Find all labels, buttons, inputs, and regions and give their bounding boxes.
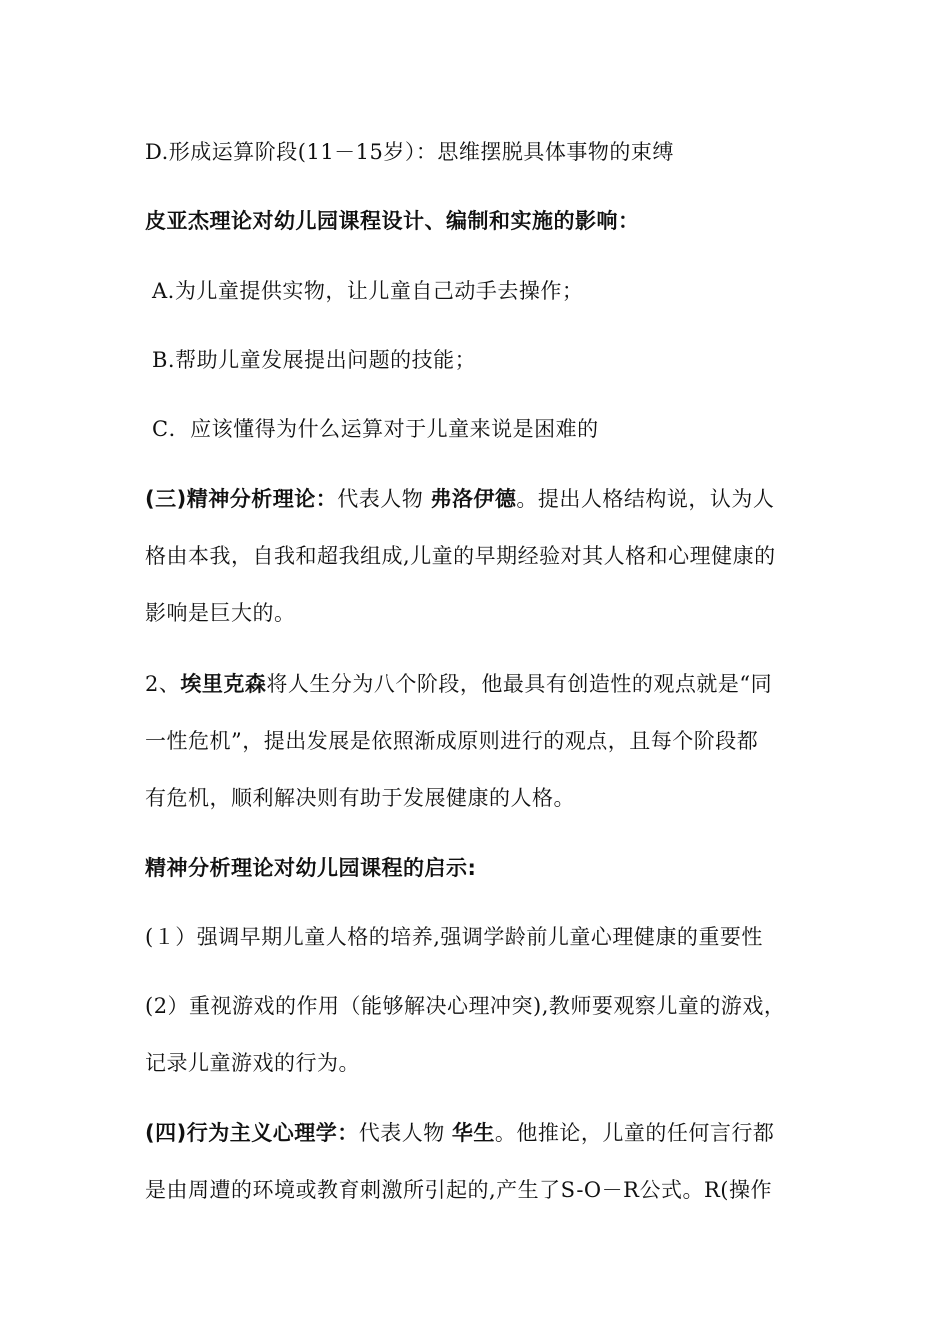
- person-name-erikson: 埃里克森: [180, 672, 267, 696]
- section-heading-behaviorism: (四)行为主义心理学：: [145, 1121, 359, 1145]
- list-item-1: (１）强调早期儿童人格的培养,强调学龄前儿童心理健康的重要性: [145, 925, 763, 949]
- paragraph-psychoanalysis-line-2: 格由本我，自我和超我组成,儿童的早期经验对其人格和心理健康的: [145, 544, 776, 568]
- heading-psychoanalysis-implications: 精神分析理论对幼儿园课程的启示:: [145, 856, 477, 880]
- paragraph-erikson-line-1: [145, 669, 772, 699]
- text-segment: 。提出人格结构说，认为人: [516, 487, 775, 511]
- text-segment: 代表人物: [337, 487, 431, 511]
- paragraph-behaviorism-line-1: [145, 1118, 774, 1148]
- person-name-watson: 华生: [451, 1121, 495, 1145]
- text-line-stage-d: D.形成运算阶段(11－15岁）：思维摆脱具体事物的束缚: [145, 140, 674, 164]
- paragraph-psychoanalysis-line-3: 影响是巨大的。: [145, 601, 296, 625]
- list-item-2-line-1: (2）重视游戏的作用（能够解决心理冲突),教师要观察儿童的游戏，: [145, 994, 786, 1018]
- paragraph-behaviorism-line-2: 是由周遭的环境或教育刺激所引起的,产生了S-O－R公式。R(操作: [145, 1178, 772, 1202]
- paragraph-erikson-line-2: 一性危机”，提出发展是依照渐成原则进行的观点，且每个阶段都: [145, 729, 759, 753]
- text-segment: 2、: [145, 672, 181, 696]
- text-segment: 将人生分为八个阶段，他最具有创造性的观点就是“同: [266, 672, 773, 696]
- list-item-c: C．应该懂得为什么运算对于儿童来说是困难的: [152, 417, 599, 441]
- heading-piaget-influence: 皮亚杰理论对幼儿园课程设计、编制和实施的影响：: [145, 209, 640, 233]
- list-item-2-line-2: 记录儿童游戏的行为。: [145, 1051, 360, 1075]
- section-heading-psychoanalysis: (三)精神分析理论：: [145, 487, 338, 511]
- text-segment: 代表人物: [358, 1121, 452, 1145]
- text-segment: 。他推论，儿童的任何言行都: [494, 1121, 775, 1145]
- paragraph-erikson-line-3: 有危机，顺利解决则有助于发展健康的人格。: [145, 786, 575, 810]
- list-item-b: B.帮助儿童发展提出问题的技能；: [152, 348, 477, 372]
- person-name-freud: 弗洛伊德: [430, 487, 517, 511]
- paragraph-psychoanalysis-line-1: [145, 484, 774, 514]
- list-item-a: A.为儿童提供实物，让儿童自己动手去操作；: [152, 279, 584, 303]
